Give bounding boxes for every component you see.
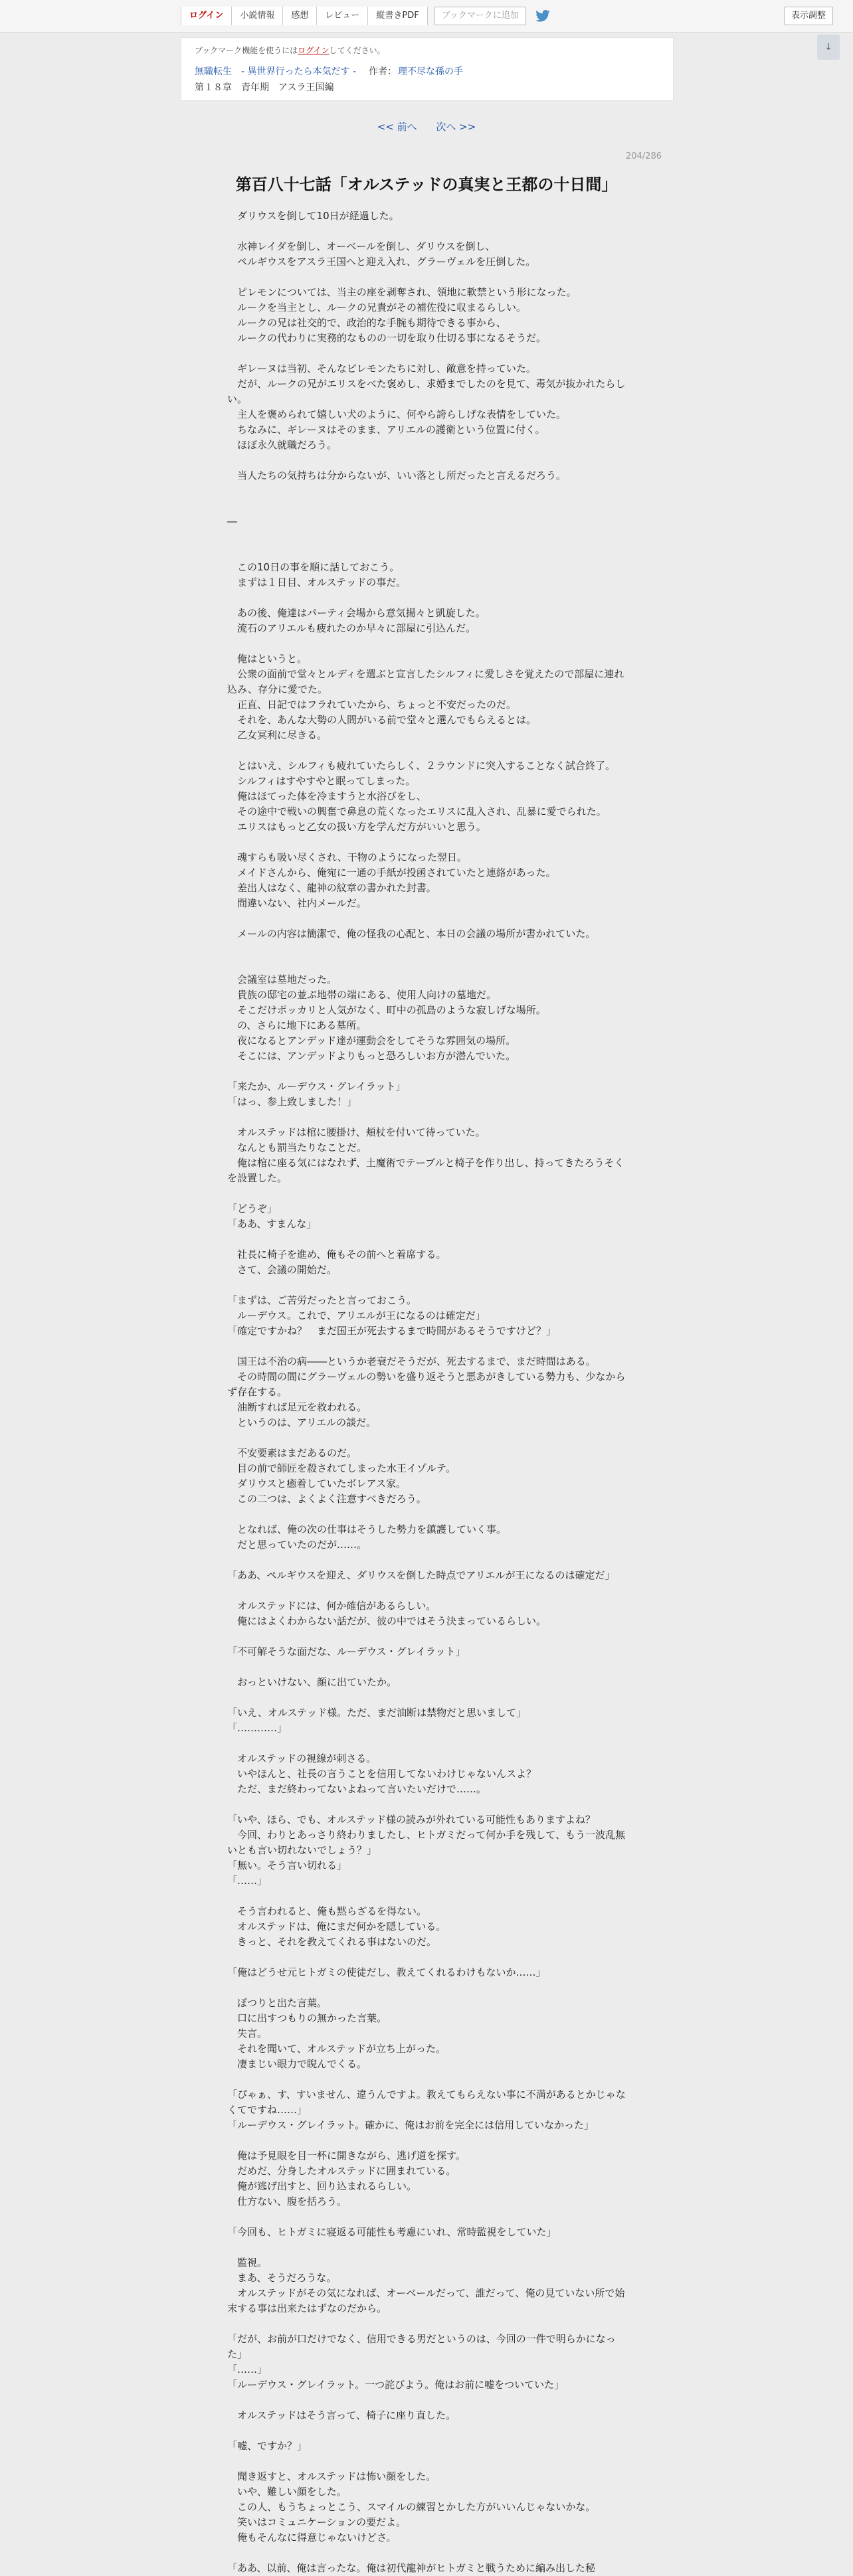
body-line: 俺は棺に座る気にはなれず、土魔術でテーブルと椅子を作り出し、持ってきたろうそくを設置した。 (227, 1157, 624, 1184)
body-line (227, 957, 626, 972)
body-line: きっと、それを教えてくれる事はないのだ。 (227, 1936, 437, 1948)
body-line: 俺にはよくわからない話だが、彼の中ではそう決まっているらしい。 (227, 1615, 547, 1627)
body-line (227, 1110, 626, 1125)
novel-info-link[interactable]: 小説情報 (232, 7, 283, 25)
body-line: その途中で戦いの興奮で鼻息の荒くなったエリスに乱入され、乱暴に愛でられた。 (227, 806, 607, 817)
body-line (227, 636, 626, 651)
body-line: オルステッドはそう言って、椅子に座り直した。 (227, 2409, 456, 2421)
body-line: だめだ、分身したオルステッドに囲まれている。 (227, 2165, 456, 2177)
body-line: 口に出すつもりの無かった言葉。 (227, 2012, 387, 2024)
body-line: ダリウスと癒着していたボレアス家。 (227, 1478, 406, 1490)
body-line (227, 911, 626, 926)
body-line (227, 835, 626, 850)
body-line: 差出人はなく、龍神の紋章の書かれた封書。 (227, 882, 436, 894)
body-line: いや、難しい顔をした。 (227, 2486, 347, 2498)
body-line: 国王は不治の病――というか老衰だそうだが、死去するまで、まだ時間はある。 (227, 1355, 596, 1367)
body-line: オルステッドがその気になれば、オーベールだって、誰だって、俺の見ていない所で始末する事は出来たはずなのだから。 (227, 2287, 625, 2314)
body-line: 不安要素はまだあるのだ。 (227, 1447, 357, 1459)
body-line: メールの内容は簡潔で、俺の怪我の心配と、本日の会議の場所が書かれていた。 (227, 928, 596, 940)
body-line: 「はっ、参上致しました！」 (227, 1096, 357, 1108)
body-line: 俺はほてった体を冷ますうと水浴びをし、 (227, 790, 427, 802)
body-line (227, 1553, 626, 1568)
body-line (227, 1736, 626, 1751)
body-line: 俺は予見眼を目一杯に開きながら、逃げ道を探す。 (227, 2150, 466, 2162)
body-line: この人、もうちょっとこう、スマイルの練習とかした方がいいんじゃないかな。 (227, 2501, 596, 2513)
body-line (227, 483, 626, 499)
body-line: 夜になるとアンデッド達が運動会をしてそうな雰囲気の場所。 (227, 1035, 516, 1047)
body-line: 「……」 (227, 2363, 268, 2375)
body-line (227, 1629, 626, 1644)
body-line: エリスはもっと乙女の扱い方を学んだ方がいいと思う。 (227, 821, 486, 833)
body-line: ちなみに、ギレーヌはそのまま、アリエルの護衛という位置に付く。 (227, 424, 545, 436)
chapter-title: 第１８章 青年期 アスラ王国編 (195, 82, 334, 93)
scroll-down-icon[interactable]: ↓ (817, 35, 840, 60)
body-line (227, 1232, 626, 1247)
next-episode-link[interactable]: 次へ >> (436, 121, 476, 133)
body-line (227, 1950, 626, 1965)
vertical-pdf-link[interactable]: 縦書きPDF (368, 7, 427, 25)
body-line (227, 1690, 626, 1705)
body-line: 俺が逃げ出すと、回り込まれるらしい。 (227, 2180, 417, 2192)
body-line: まあ、そうだろうな。 (227, 2272, 337, 2284)
body-line: 「ルーデウス・グレイラット。一つ詫びよう。俺はお前に嘘をついていた」 (227, 2379, 565, 2391)
body-line: 「……」 (227, 1875, 268, 1887)
body-line (227, 224, 626, 239)
body-line: ただ、まだ終わってないよねって言いたいだけで……。 (227, 1783, 486, 1795)
episode-title: 第百八十七話「オルステッドの真実と王都の十日間」 (235, 175, 618, 194)
body-line: 油断すれば足元を救われる。 (227, 1401, 367, 1413)
body-line: 俺もそんなに得意じゃないけどさ。 (227, 2532, 397, 2543)
body-line: 流石のアリエルも疲れたのか早々に部屋に引込んだ。 (227, 622, 476, 634)
body-line (227, 2209, 626, 2225)
author-link[interactable]: 理不尽な孫の手 (398, 66, 463, 77)
body-line: ダリウスを倒して10日が経過した。 (227, 210, 399, 222)
body-line: 笑いはコミュニケーションの要だよ。 (227, 2516, 407, 2528)
body-line (227, 2072, 626, 2087)
body-line: ルークの兄は社交的で、政治的な手腕も期待できる事から、 (227, 317, 506, 329)
body-line: 「…………」 (227, 1722, 288, 1734)
body-line: 乙女冥利に尽きる。 (227, 729, 328, 741)
body-line: 魂すらも吸い尽くされ、干物のようになった翌日。 (227, 851, 467, 863)
body-line (227, 545, 626, 560)
prev-episode-link[interactable]: << 前へ (377, 121, 417, 133)
body-line: おっといけない、顔に出ていたか。 (227, 1676, 397, 1688)
body-line: オルステッドは、俺にまだ何かを隠している。 (227, 1921, 446, 1932)
body-line: 仕方ない、腹を括ろう。 (227, 2195, 347, 2207)
body-line: オルステッドは棺に腰掛け、頬杖を付いて待っていた。 (227, 1126, 486, 1138)
body-line: メイドさんから、俺宛に一通の手紙が投函されていたと連絡があった。 (227, 867, 556, 879)
series-title-link[interactable]: 無職転生 - 異世界行ったら本気だす - (195, 66, 357, 77)
body-line: あの後、俺達はパーティ会場から意気揚々と凱旋した。 (227, 607, 486, 619)
body-line: ルークを当主とし、ルークの兄貴がその補佐役に収まるらしい。 (227, 301, 527, 313)
body-line: ルークの代わりに実務的なものの一切を取り仕切る事になるそうだ。 (227, 332, 547, 344)
body-line: 公衆の面前で堂々とルディを選ぶと宣言したシルフィに愛しさを覚えたので部屋に連れ込み、存分に愛でた。 (227, 668, 624, 695)
body-line: ほぼ永久就職だろう。 (227, 439, 337, 451)
impressions-link[interactable]: 感想 (283, 7, 317, 25)
body-line: 目の前で師匠を殺されてしまった水王イゾルテ。 (227, 1462, 456, 1474)
body-line: だと思っていたのだが……。 (227, 1539, 367, 1551)
body-line (227, 1507, 626, 1522)
body-line (227, 270, 626, 285)
novel-header-box (181, 37, 674, 101)
body-line (227, 1339, 626, 1354)
episode-counter: 204/286 (625, 151, 662, 161)
body-line (227, 590, 626, 606)
body-line: の、さらに地下にある墓所。 (227, 1019, 367, 1031)
body-line (227, 2133, 626, 2148)
body-line: 主人を褒められて嬉しい犬のように、何やら誇らしげな表情をしていた。 (227, 408, 567, 420)
body-line: さて、会議の開始だ。 (227, 1264, 337, 1276)
body-line: 「今回も、ヒトガミに寝返る可能性も考慮にいれ、常時監視をしていた」 (227, 2226, 557, 2238)
body-line (227, 1583, 626, 1598)
body-line: この10日の事を順に話しておこう。 (227, 561, 400, 573)
body-line: いやほんと、社長の言うことを信用してないわけじゃないんスよ？ (227, 1768, 537, 1780)
body-line: 「いや、ほら、でも、オルステッド様の読みが外れている可能性もありますよね？ (227, 1814, 595, 1826)
body-line: 「来たか、ルーデウス・グレイラット」 (227, 1080, 406, 1092)
body-line: それを聞いて、オルステッドが立ち上がった。 (227, 2043, 446, 2055)
body-line: 「確定ですかね？ まだ国王が死去するまで時間があるそうですけど？」 (227, 1325, 557, 1337)
body-line (227, 1797, 626, 1812)
body-line: 「どうぞ」 (227, 1203, 278, 1215)
body-line: 俺はというと。 (227, 653, 308, 665)
body-line (227, 2240, 626, 2255)
body-line (227, 529, 626, 545)
body-line (227, 942, 626, 957)
body-line (227, 2545, 626, 2561)
twitter-share-icon[interactable] (534, 7, 551, 25)
body-line: 「いえ、オルステッド様。ただ、まだ油断は禁物だと思いまして」 (227, 1707, 527, 1719)
body-line: 正直、日記ではフラれていたから、ちょっと不安だったのだ。 (227, 699, 517, 711)
login-link[interactable]: ログイン (181, 7, 232, 25)
body-line: 間違いない、社内メールだ。 (227, 897, 367, 909)
body-line: ルーデウス。これで、アリエルが王になるのは確定だ」 (227, 1310, 486, 1322)
body-line: 聞き返すと、オルステッドは怖い顔をした。 (227, 2470, 436, 2482)
body-line (227, 2316, 626, 2332)
body-line: 貴族の邸宅の並ぶ地帯の端にある、使用人向けの墓地だ。 (227, 989, 497, 1001)
body-line: 「不可解そうな面だな、ルーデウス・グレイラット」 (227, 1646, 466, 1658)
body-line: 「俺はどうせ元ヒトガミの使徒だし、教えてくれるわけもないか……」 (227, 1966, 546, 1978)
body-line: そう言われると、俺も黙らざるを得ない。 (227, 1905, 427, 1917)
body-line: その時間の間にグラーヴェルの勢いを盛り返そうと悪あがきしている勢力も、少なからず存在する。 (227, 1371, 626, 1398)
body-line (227, 1430, 626, 1446)
body-line: オルステッドには、何か確信があるらしい。 (227, 1600, 436, 1612)
body-line (227, 743, 626, 758)
notice-login-link[interactable]: ログイン (298, 46, 330, 55)
body-line: 「だが、お前が口だけでなく、信用できる男だというのは、今回の一件で明らかになった」 (227, 2333, 616, 2360)
body-line: 会議室は墓地だった。 (227, 974, 337, 986)
bookmark-login-notice: ブックマーク機能を使うにはログインしてください。 (195, 46, 385, 55)
display-settings-button[interactable]: 表示調整 (784, 7, 833, 25)
body-line (227, 453, 626, 468)
episode-pager (0, 120, 853, 133)
body-line: ペルギウスをアスラ王国へと迎え入れ、グラーヴェルを圧倒した。 (227, 256, 536, 268)
body-line: 社長に椅子を進め、俺もその前へと着席する。 (227, 1248, 446, 1260)
body-line: とはいえ、シルフィも疲れていたらしく、２ラウンドに突入することなく試合終了。 (227, 760, 616, 772)
body-line: 今回、わりとあっさり終わりましたし、ヒトガミだって何か手を残して、もう一波乱無いとも言い切れないでしょう？」 (227, 1829, 626, 1856)
body-line: それを、あんな大勢の人間がいる前で堂々と選んでもらえるとは。 (227, 714, 537, 726)
body-line (227, 1889, 626, 1904)
body-line: ぽつりと出た言葉。 (227, 1997, 328, 2009)
body-line (227, 1064, 626, 1079)
body-line (227, 346, 626, 361)
body-line: 「無い。そう言い切れる」 (227, 1859, 347, 1871)
episode-body-text (227, 209, 626, 2576)
body-line (227, 2454, 626, 2469)
body-line: 監視。 (227, 2257, 268, 2269)
review-link[interactable]: レビュー (317, 7, 368, 25)
body-line (227, 1980, 626, 1996)
body-line: となれば、俺の次の仕事はそうした勢力を鎮護していく事。 (227, 1523, 507, 1535)
body-line: オルステッドの視線が刺さる。 (227, 1753, 377, 1764)
body-line: だが、ルークの兄がエリスをべた褒めし、求婚までしたのを見て、毒気が抜かれたらしい。 (227, 378, 626, 405)
body-line: なんとも罰当たりなことだ。 (227, 1142, 367, 1154)
body-line: 「嘘、ですか？」 (227, 2440, 308, 2452)
body-line: まずは１日目、オルステッドの事だ。 (227, 576, 407, 588)
body-line: 「ああ、以前、俺は言ったな。俺は初代龍神がヒトガミと戦うために編み出した秘 (227, 2562, 595, 2574)
body-line: 「まずは、ご苦労だったと言っておこう。 (227, 1294, 417, 1306)
body-line: 失言。 (227, 2027, 268, 2039)
add-bookmark-button[interactable]: ブックマークに追加 (434, 7, 526, 25)
main-nav (181, 7, 551, 25)
body-line: ピレモンについては、当主の座を剥奪され、領地に軟禁という形になった。 (227, 286, 577, 298)
body-line: 「ああ、すまんな」 (227, 1218, 317, 1230)
body-line: この二つは、よくよく注意すべきだろう。 (227, 1493, 427, 1505)
body-line: そこだけポッカリと人気がなく、町中の孤島のような寂しげな場所。 (227, 1004, 546, 1016)
body-line: シルフィはすやすやと眠ってしまった。 (227, 775, 416, 787)
body-line: そこには、アンデッドよりもっと恐ろしいお方が潜んでいた。 (227, 1050, 516, 1062)
top-navigation-bar (0, 0, 853, 33)
body-line (227, 499, 626, 514)
body-line: ギレーヌは当初、そんなピレモンたちに対し、敵意を持っていた。 (227, 363, 536, 375)
body-line: 凄まじい眼力で睨んでくる。 (227, 2058, 367, 2070)
body-line (227, 2423, 626, 2439)
body-line: というのは、アリエルの談だ。 (227, 1417, 377, 1428)
body-line: 「ぴゃぁ、す、すいません、違うんですよ。教えてもらえない事に不満があるとかじゃなくてですね……」 (227, 2089, 626, 2116)
body-line: ― (227, 515, 237, 527)
body-line: 水神レイダを倒し、オーベールを倒し、ダリウスを倒し、 (227, 240, 496, 252)
body-line: 「ああ、ペルギウスを迎え、ダリウスを倒した時点でアリエルが王になるのは確定だ」 (227, 1569, 615, 1581)
body-line (227, 1660, 626, 1675)
body-line (227, 1278, 626, 1293)
body-line (227, 2393, 626, 2408)
author-label: 作者： (369, 66, 397, 77)
body-line: 当人たちの気持ちは分からないが、いい落とし所だったと言えるだろう。 (227, 470, 567, 481)
body-line (227, 1186, 626, 1201)
body-line: 「ルーデウス・グレイラット。確かに、俺はお前を完全には信用していなかった」 (227, 2119, 595, 2131)
